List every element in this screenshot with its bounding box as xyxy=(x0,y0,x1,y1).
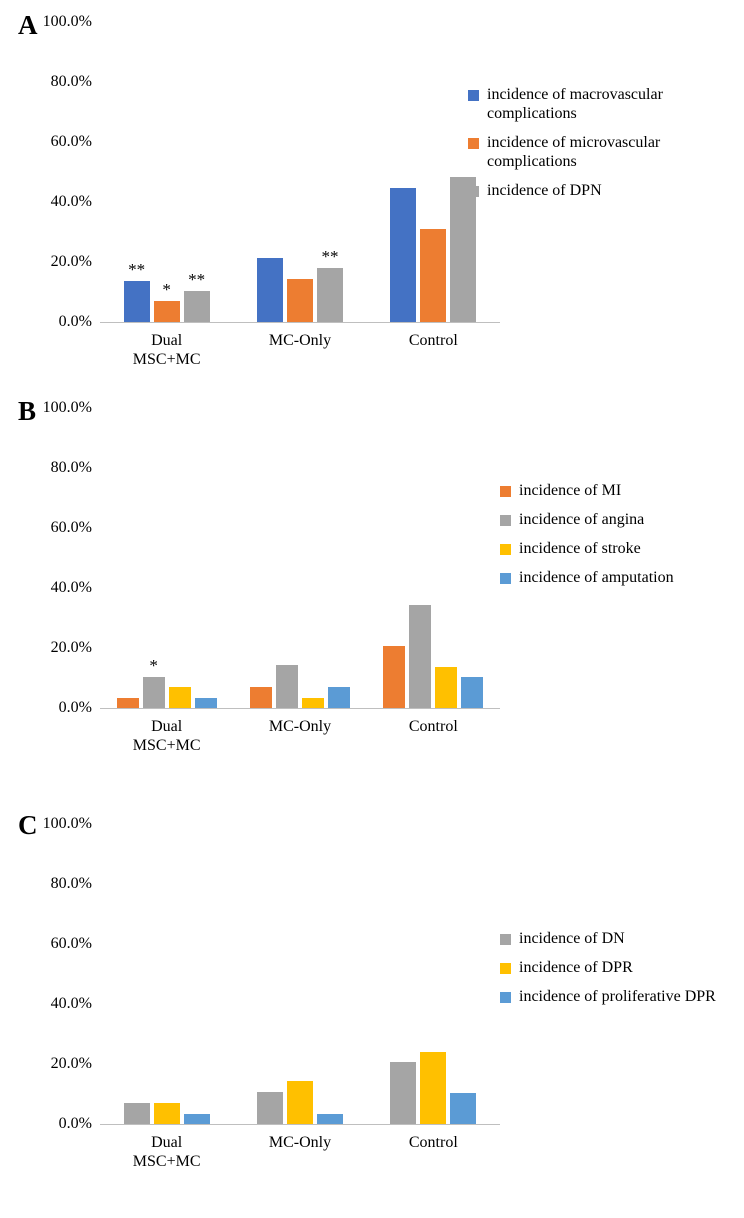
x-tick-label-line: Dual xyxy=(151,718,183,735)
bar xyxy=(287,279,313,322)
legend-item xyxy=(468,134,708,172)
bar-slot xyxy=(328,408,350,708)
bar-slot xyxy=(117,408,139,708)
bar-group xyxy=(367,408,500,708)
bar xyxy=(257,258,283,322)
bar-group xyxy=(233,22,366,322)
y-tick-label: 60.0% xyxy=(50,519,92,536)
legend-swatch-icon xyxy=(500,515,511,526)
legend xyxy=(500,930,730,1017)
bar-group xyxy=(100,824,233,1124)
x-tick-label-line: MSC+MC xyxy=(132,736,201,754)
bar xyxy=(317,1114,343,1124)
y-axis-labels xyxy=(24,399,96,716)
panel-letter-bar-1: B xyxy=(18,396,37,426)
legend-label: incidence of macrovascular complications xyxy=(487,86,663,122)
bar-slot xyxy=(317,22,343,322)
legend-item xyxy=(500,988,730,1007)
panel-letter-bar-2: C xyxy=(18,810,38,840)
legend-swatch-icon xyxy=(500,963,511,974)
bar xyxy=(154,301,180,322)
x-tick-label-line: Dual xyxy=(151,1134,183,1151)
panel-letter-bar-0: A xyxy=(18,10,38,40)
y-tick-label: 0.0% xyxy=(58,699,92,716)
x-tick-label xyxy=(100,718,233,756)
significance-marker: ** xyxy=(188,270,206,290)
significance-marker: * xyxy=(162,280,171,300)
bar xyxy=(195,698,217,708)
legend-label: incidence of MI xyxy=(519,482,622,499)
legend-item xyxy=(500,482,730,501)
bar xyxy=(302,698,324,708)
bar xyxy=(390,188,416,322)
bar-slot xyxy=(169,408,191,708)
bar xyxy=(383,646,405,708)
bar xyxy=(124,1103,150,1124)
bar-slot xyxy=(317,824,343,1124)
bar-slot xyxy=(154,22,180,322)
bar-groups xyxy=(100,408,500,708)
y-tick-label: 20.0% xyxy=(50,253,92,270)
legend-swatch-icon xyxy=(500,486,511,497)
bar-slot xyxy=(390,22,416,322)
bar-group xyxy=(233,824,366,1124)
bar-slot xyxy=(450,824,476,1124)
y-tick-label: 100.0% xyxy=(42,399,92,416)
bar xyxy=(450,1093,476,1124)
legend-swatch-icon xyxy=(468,138,479,149)
bar-slot xyxy=(287,22,313,322)
bar-slot xyxy=(420,22,446,322)
x-tick-label xyxy=(367,1134,500,1172)
axis-area xyxy=(100,22,500,323)
legend-item xyxy=(500,930,730,949)
x-tick-label-line: MC-Only xyxy=(268,718,332,735)
y-tick-label: 100.0% xyxy=(42,13,92,30)
plot-area xyxy=(24,815,500,1132)
x-tick-label xyxy=(367,332,500,370)
bar xyxy=(435,667,457,708)
legend-label: incidence of DPR xyxy=(519,958,633,976)
legend-swatch-icon xyxy=(500,544,511,555)
bar-slot xyxy=(302,408,324,708)
legend-swatch-icon xyxy=(500,992,511,1003)
y-tick-label: 40.0% xyxy=(50,995,92,1012)
x-tick-label xyxy=(233,718,366,756)
y-tick-label: 40.0% xyxy=(50,193,92,210)
legend-item xyxy=(468,182,708,201)
axis-area xyxy=(100,824,500,1125)
legend-item xyxy=(500,511,730,530)
bar xyxy=(154,1103,180,1124)
bar-slot xyxy=(287,824,313,1124)
bar xyxy=(169,687,191,708)
bar-groups xyxy=(100,824,500,1124)
x-tick-label xyxy=(100,332,233,370)
bar-slot xyxy=(195,408,217,708)
x-axis-labels xyxy=(100,332,500,370)
legend-label: incidence of DN xyxy=(519,930,625,947)
bar-slot xyxy=(257,824,283,1124)
bar xyxy=(184,291,210,322)
bar-group xyxy=(233,408,366,708)
bar-slot xyxy=(184,824,210,1124)
bar-slot xyxy=(184,22,210,322)
x-tick-label xyxy=(100,1134,233,1172)
bar-slot xyxy=(383,408,405,708)
legend-label: incidence of proliferative DPR xyxy=(519,987,716,1005)
bar xyxy=(420,229,446,322)
bar-slot xyxy=(276,408,298,708)
bar xyxy=(117,698,139,708)
bar-slot xyxy=(257,22,283,322)
legend-item xyxy=(500,569,730,588)
legend-swatch-icon xyxy=(500,934,511,945)
bar xyxy=(124,281,150,322)
bar-group xyxy=(100,22,233,322)
legend xyxy=(500,482,730,598)
x-axis-labels xyxy=(100,718,500,756)
bar xyxy=(143,677,165,708)
y-tick-label: 60.0% xyxy=(50,133,92,150)
significance-marker: * xyxy=(149,656,158,676)
legend-label: incidence of stroke xyxy=(519,539,641,557)
x-tick-label-line: MC-Only xyxy=(268,1134,332,1151)
legend-swatch-icon xyxy=(468,90,479,101)
y-tick-label: 20.0% xyxy=(50,1055,92,1072)
x-tick-label-line: Control xyxy=(408,718,458,735)
legend-label: incidence of DPN xyxy=(487,181,602,199)
legend xyxy=(468,86,708,210)
x-tick-label xyxy=(233,332,366,370)
bar-slot xyxy=(250,408,272,708)
bar-group xyxy=(100,408,233,708)
y-tick-label: 80.0% xyxy=(50,73,92,90)
y-tick-label: 20.0% xyxy=(50,639,92,656)
bar xyxy=(328,687,350,708)
x-tick-label xyxy=(233,1134,366,1172)
bar-slot xyxy=(461,408,483,708)
bar xyxy=(317,268,343,322)
bar-slot xyxy=(124,22,150,322)
legend-item xyxy=(468,86,708,124)
bar-slot xyxy=(420,824,446,1124)
bar xyxy=(287,1081,313,1124)
bar-slot xyxy=(435,408,457,708)
y-tick-label: 0.0% xyxy=(58,313,92,330)
legend-label: incidence of amputation xyxy=(519,568,674,586)
bar-slot xyxy=(409,408,431,708)
axis-area xyxy=(100,408,500,709)
bar-group xyxy=(367,824,500,1124)
x-tick-label-line: Control xyxy=(408,1134,458,1151)
legend-item xyxy=(500,959,730,978)
legend-label: incidence of angina xyxy=(519,510,645,528)
y-tick-label: 40.0% xyxy=(50,579,92,596)
plot-area xyxy=(24,399,500,716)
bar xyxy=(420,1052,446,1124)
y-tick-label: 80.0% xyxy=(50,459,92,476)
y-tick-label: 80.0% xyxy=(50,875,92,892)
x-tick-label-line: MC-Only xyxy=(268,332,332,349)
significance-marker: ** xyxy=(321,247,339,267)
x-tick-label-line: Dual xyxy=(151,332,183,349)
legend-swatch-icon xyxy=(500,573,511,584)
y-axis-labels xyxy=(24,13,96,330)
bar-slot xyxy=(154,824,180,1124)
legend-swatch-icon xyxy=(468,186,479,197)
y-axis-labels xyxy=(24,815,96,1132)
x-axis-labels xyxy=(100,1134,500,1172)
bar xyxy=(390,1062,416,1124)
bar xyxy=(257,1092,283,1124)
y-tick-label: 100.0% xyxy=(42,815,92,832)
x-tick-label xyxy=(367,718,500,756)
bar xyxy=(184,1114,210,1124)
plot-area xyxy=(24,13,500,330)
y-tick-label: 60.0% xyxy=(50,935,92,952)
bar xyxy=(461,677,483,708)
bar-slot xyxy=(143,408,165,708)
x-tick-label-line: MSC+MC xyxy=(132,350,201,368)
bar xyxy=(250,687,272,708)
legend-item xyxy=(500,540,730,559)
y-tick-label: 0.0% xyxy=(58,1115,92,1132)
bar-groups xyxy=(100,22,500,322)
x-tick-label-line: MSC+MC xyxy=(132,1152,201,1170)
significance-marker: ** xyxy=(128,259,146,279)
bar-slot xyxy=(390,824,416,1124)
bar xyxy=(409,605,431,709)
x-tick-label-line: Control xyxy=(408,332,458,349)
bar-slot xyxy=(124,824,150,1124)
bar xyxy=(276,665,298,708)
legend-label: incidence of microvascular complications xyxy=(487,133,661,170)
